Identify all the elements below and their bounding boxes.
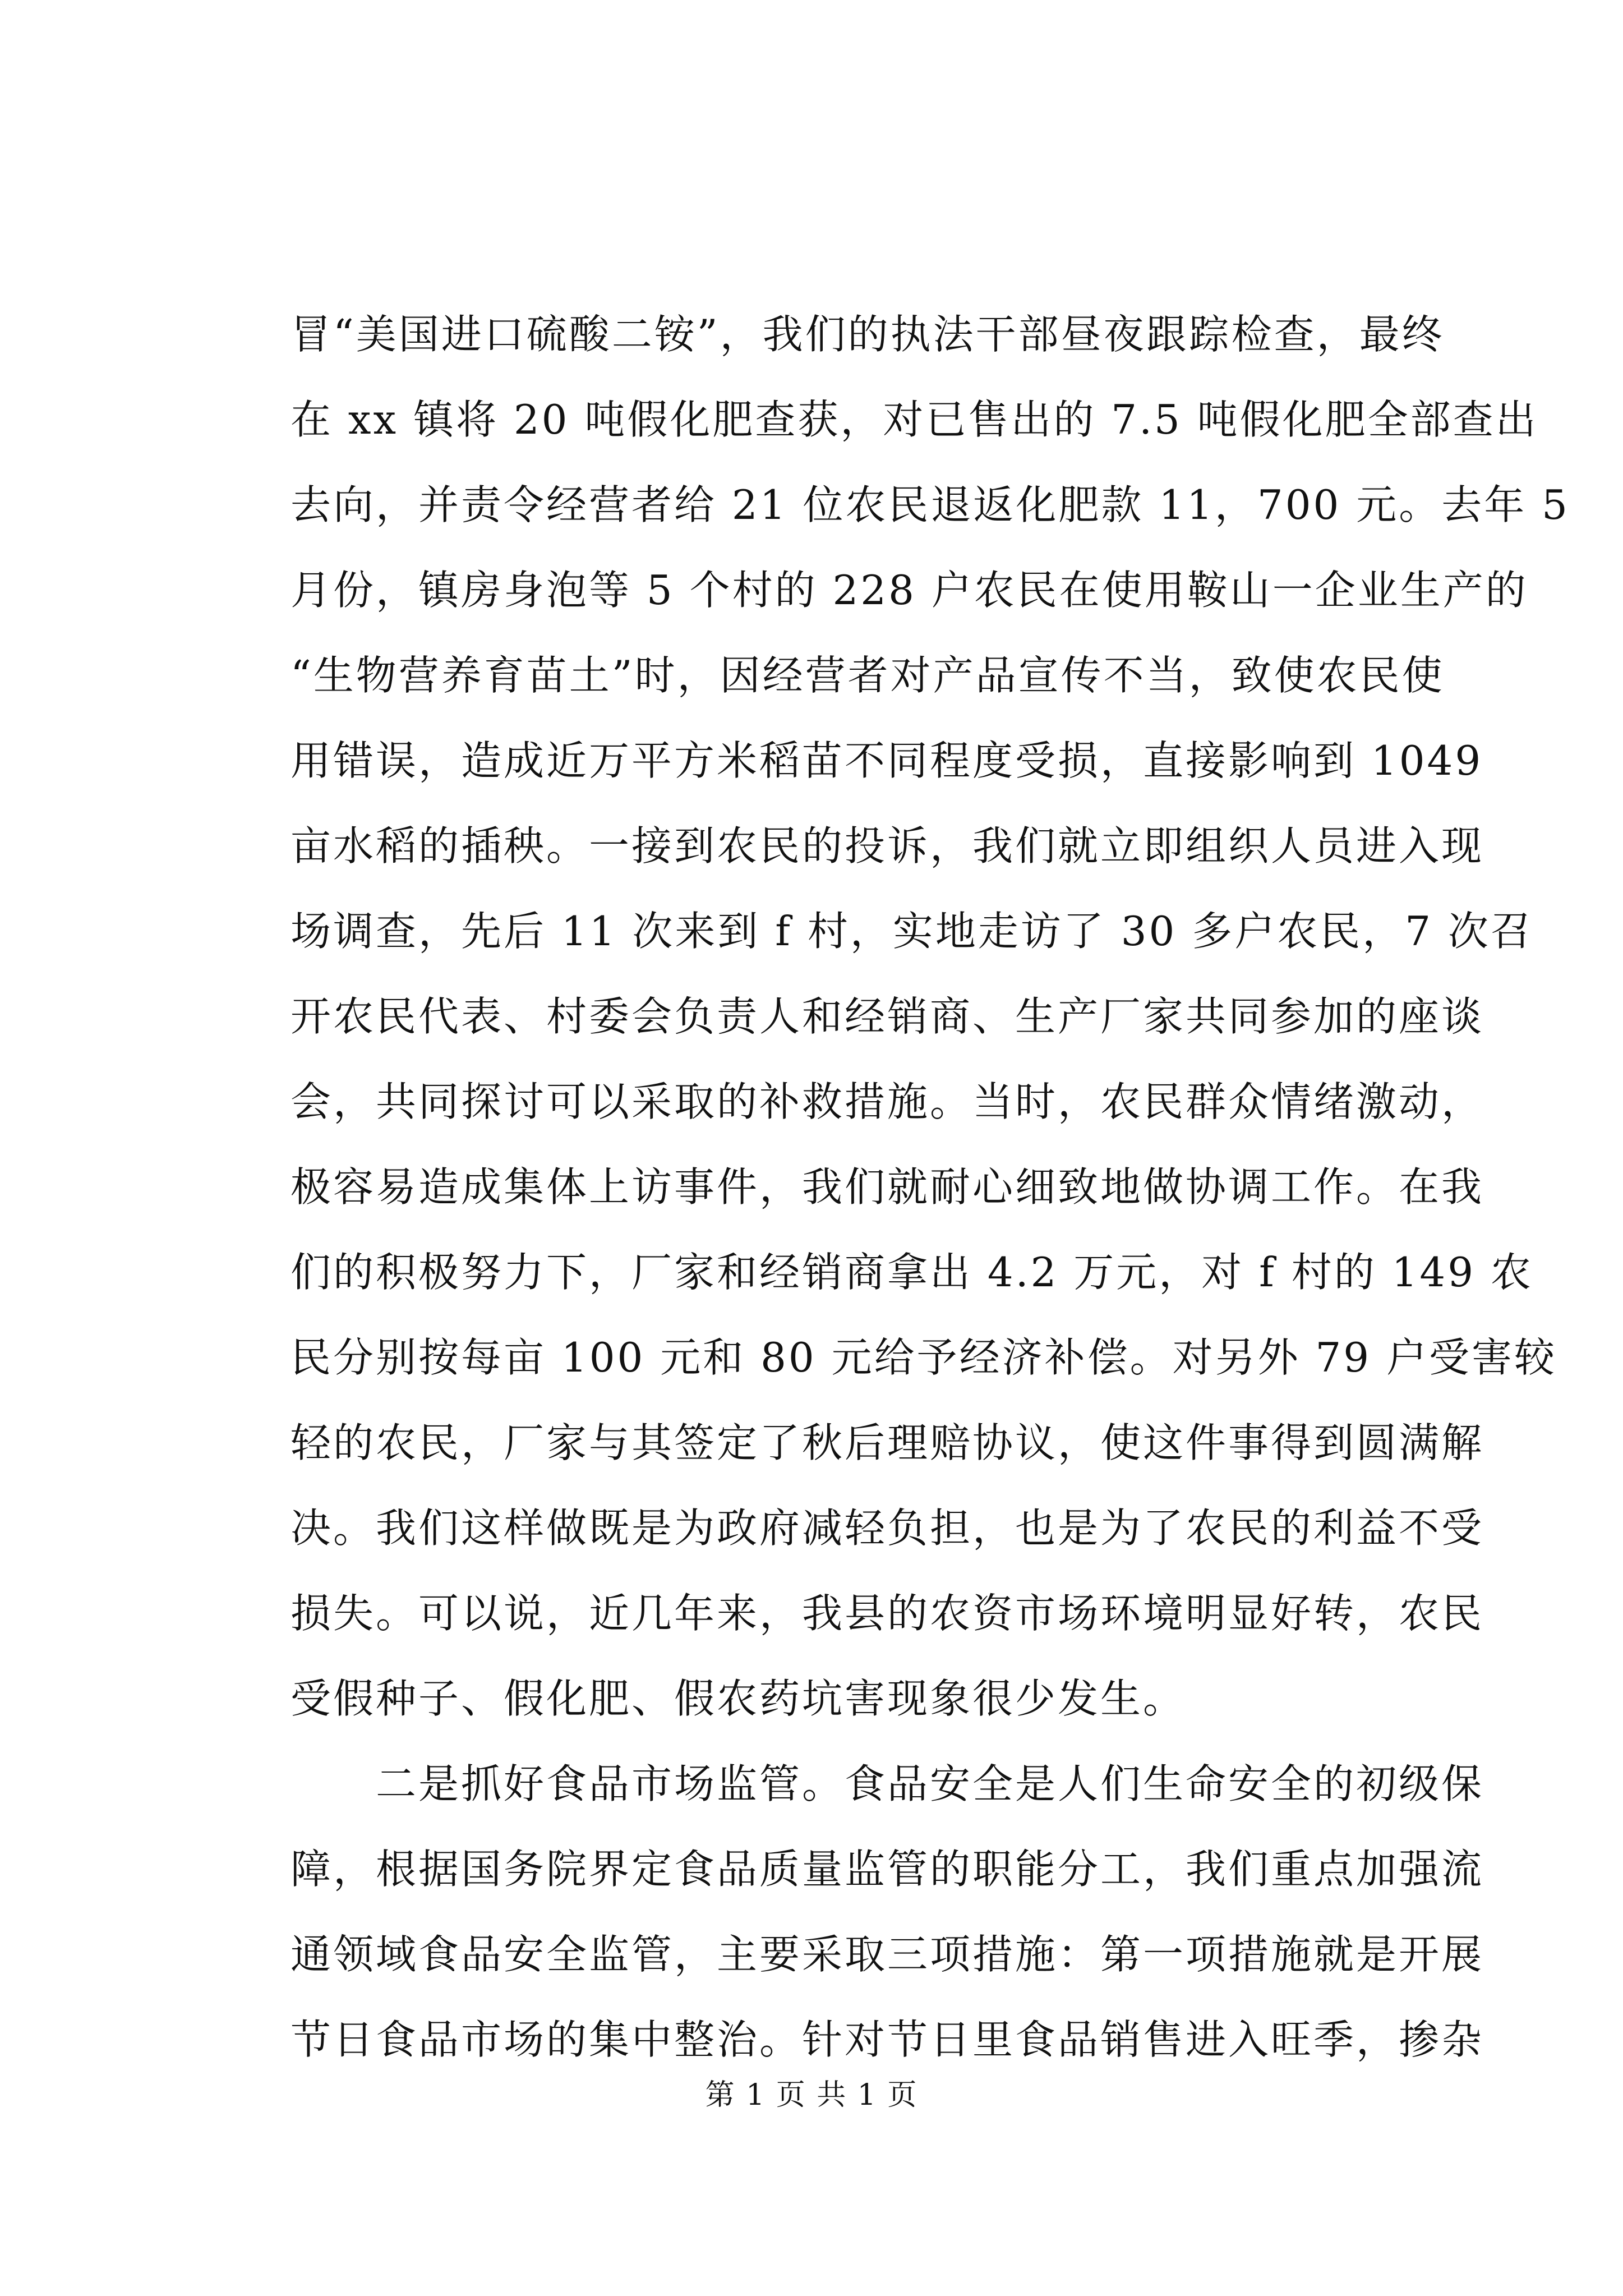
text-line: 开农民代表、村委会负责人和经销商、生产厂家共同参加的座谈 — [291, 993, 1484, 1040]
text-line: “生物营养育苗土”时，因经营者对产品宣传不当，致使农民使 — [291, 652, 1445, 699]
text-line: 们的积极努力下，厂家和经销商拿出 4.2 万元，对 f 村的 149 农 — [291, 1249, 1533, 1296]
text-line: 用错误，造成近万平方米稻苗不同程度受损，直接影响到 1049 — [291, 737, 1483, 784]
text-line: 场调查，先后 11 次来到 f 村，实地走访了 30 多户农民，7 次召 — [291, 908, 1533, 955]
text-line: 冒“美国进口硫酸二铵”，我们的执法干部昼夜跟踪检查，最终 — [291, 311, 1445, 358]
text-line: 月份，镇房身泡等 5 个村的 228 户农民在使用鞍山一企业生产的 — [291, 567, 1528, 614]
text-line: 受假种子、假化肥、假农药坑害现象很少发生。 — [291, 1675, 1186, 1722]
text-line: 通领域食品安全监管，主要采取三项措施：第一项措施就是开展 — [291, 1931, 1484, 1978]
text-line: 决。我们这样做既是为政府减轻负担，也是为了农民的利益不受 — [291, 1504, 1484, 1552]
text-line: 亩水稻的插秧。一接到农民的投诉，我们就立即组织人员进入现 — [291, 822, 1484, 869]
text-line: 障，根据国务院界定食品质量监管的职能分工，我们重点加强流 — [291, 1846, 1484, 1893]
text-line: 民分别按每亩 100 元和 80 元给予经济补偿。对另外 79 户受害较 — [291, 1334, 1557, 1381]
text-line: 轻的农民，厂家与其签定了秋后理赔协议，使这件事得到圆满解 — [291, 1419, 1484, 1466]
page-footer: 第 1 页 共 1 页 — [705, 2078, 918, 2112]
text-line: 损失。可以说，近几年来，我县的农资市场环境明显好转，农民 — [291, 1590, 1484, 1637]
text-line: 节日食品市场的集中整治。针对节日里食品销售进入旺季，掺杂 — [291, 2016, 1484, 2063]
paragraph-first-line: 二是抓好食品市场监管。食品安全是人们生命安全的初级保 — [291, 1760, 1484, 1807]
document-body — [291, 292, 1570, 2082]
text-line: 去向，并责令经营者给 21 位农民退返化肥款 11，700 元。去年 5 — [291, 481, 1570, 528]
text-line: 极容易造成集体上访事件，我们就耐心细致地做协调工作。在我 — [291, 1163, 1484, 1211]
text-line: 会，共同探讨可以采取的补救措施。当时，农民群众情绪激动， — [291, 1078, 1484, 1125]
text-line: 在 xx 镇将 20 吨假化肥查获，对已售出的 7.5 吨假化肥全部查出 — [291, 396, 1538, 443]
